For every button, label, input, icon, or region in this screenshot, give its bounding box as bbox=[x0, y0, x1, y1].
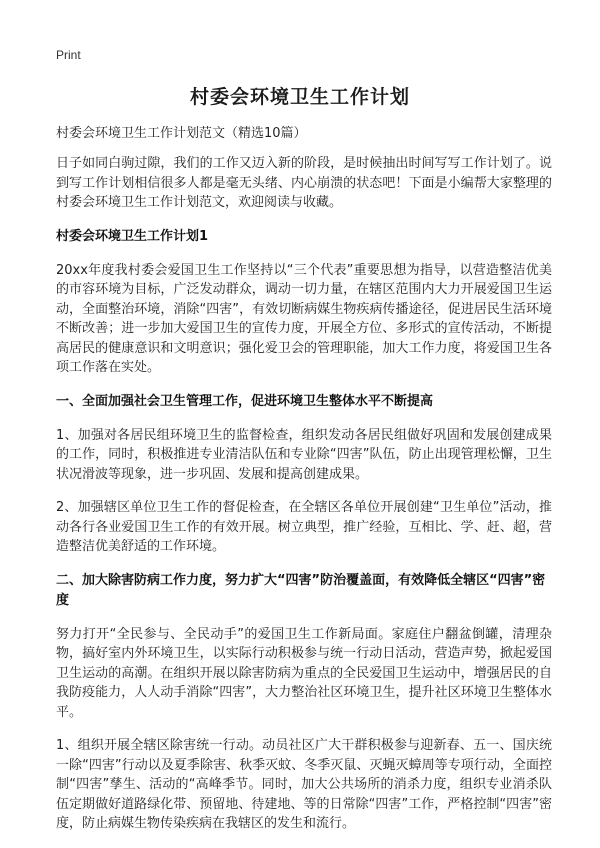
document-body bbox=[56, 124, 552, 848]
section2-heading: 二、加大除害防病工作力度，努力扩大“四害”防治覆盖面，有效降低全辖区“四害”密度 bbox=[56, 572, 546, 608]
plan-intro-paragraph: 20xx年度我村委会爱国卫生工作坚持以“三个代表”重要思想为指导，以营造整洁优美的市容环境为目标，广泛发动群众，调动一切力量，在辖区范围内大力开展爱国卫生运动，全面整治环境，消除“四害”，有效切断病媒生物疾病传播途径，促进居民生活环境不断改善；进一步加大爱国卫生的宣传力度，开展全方位、多形式的宣传活动，不断提高居民的健康意识和文明意识；强化爱卫会的管理职能，加大工作力度，将爱国卫生各项工作落在实处。 bbox=[56, 262, 552, 375]
section1-paragraph-2: 2、加强辖区单位卫生工作的督促检查，在全辖区各单位开展创建“卫生单位”活动，推动各行各业爱国卫生工作的有效开展。树立典型，推广经验，互相比、学、赶、超，营造整洁优美舒适的工作环境。 bbox=[56, 500, 552, 554]
document-subtitle: 村委会环境卫生工作计划范文（精选10篇） bbox=[56, 126, 307, 141]
section1-heading: 一、全面加强社会卫生管理工作，促进环境卫生整体水平不断提高 bbox=[56, 393, 434, 409]
plan-heading: 村委会环境卫生工作计划1 bbox=[56, 228, 209, 244]
intro-paragraph: 日子如同白驹过隙，我们的工作又迈入新的阶段，是时候抽出时间写写工作计划了。说到写工作计划相信很多人都是毫无头绪、内心崩溃的状态吧！下面是小编帮大家整理的村委会环境卫生工作计划范文，欢迎阅读与收藏。 bbox=[56, 156, 552, 210]
section1-paragraph-1: 1、加强对各居民组环境卫生的监督检查，组织发动各居民组做好巩固和发展创建成果的工作，同时，积极推进专业清洁队伍和专业除“四害”队伍，防止出现管理松懈，卫生状况滑波等现象，进一步巩固、发展和提高创建成果。 bbox=[56, 427, 552, 482]
document-title: 村委会环境卫生工作计划 bbox=[189, 86, 410, 108]
section2-paragraph-1: 努力打开“全民参与、全民动手”的爱国卫生工作新局面。家庭住户翻盆倒罐，清理杂物，搞好室内外环境卫生，以实际行动积极参与统一行动日活动，营造声势，掀起爱国卫生运动的高潮。在组织开展以除害防病为重点的全民爱国卫生运动中，增强居民的自我防疫能力，人人动手消除“四害”，大力整治社区环境卫生，提升社区环境卫生整体水平。 bbox=[56, 626, 552, 720]
print-label[interactable]: Print bbox=[56, 48, 81, 62]
section2-paragraph-2: 1、组织开展全辖区除害统一行动。动员社区广大干群积极参与迎新春、五一、国庆统一除“四害”行动以及夏季除害、秋季灭蚊、冬季灭鼠、灭蝇灭蟑周等专项行动，全面控制“四害”孳生、活动的“高峰季节。同时，加大公共场所的消杀力度，组织专业消杀队伍定期做好道路绿化带、预留地、待建地、等的日常除“四害”工作，严格控制“四害”密度，防止病媒生物传染疾病在我辖区的发生和流行。 bbox=[56, 738, 552, 831]
